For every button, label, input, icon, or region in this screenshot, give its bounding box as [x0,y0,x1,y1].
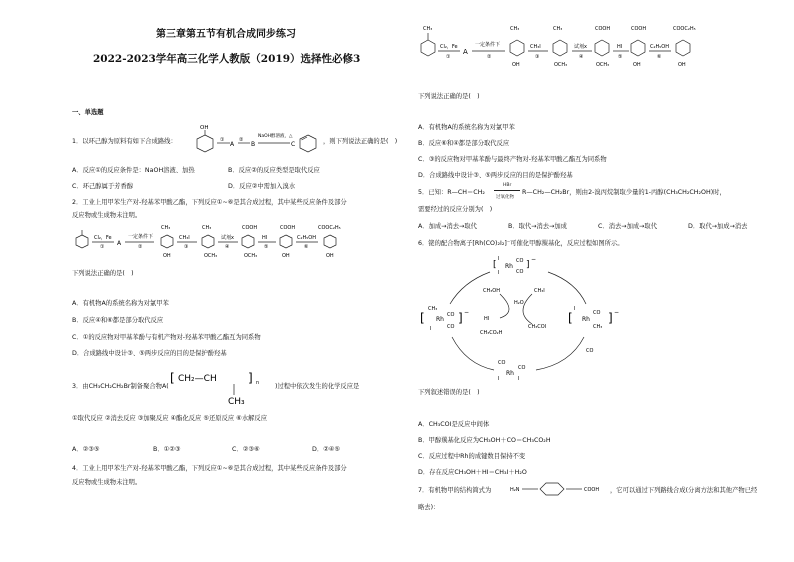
svg-text:③: ③ [535,54,540,60]
svg-text:A: A [463,48,468,56]
svg-text:⑤: ⑤ [618,54,623,60]
svg-text:COOH: COOH [280,225,296,231]
svg-text:①: ① [100,244,105,250]
svg-text:C₂H₅OH: C₂H₅OH [297,235,316,241]
q7-structure [510,479,620,499]
q4-stem-1: 4．工业上用甲苯生产对-羟基苯甲酸乙酯，下列反应①~⑥是其合成过程，其中某些反应条件及部分 [72,465,347,472]
q5-option-c[interactable]: C．消去→加成→取代 [598,223,658,230]
svg-text:CO: CO [516,258,524,264]
svg-text:CH₃: CH₃ [553,26,563,32]
q1-option-a[interactable]: A．反应①的反应条件是：NaOH溶液、加热 [72,167,195,174]
q6-option-c[interactable]: C．反应过程中Rh的成键数目保持不变 [418,453,526,460]
q3-option-b[interactable]: B．①②③ [153,446,181,453]
q3-polymer [170,369,270,409]
page-title: 第三章第五节有机合成同步练习 [156,29,296,40]
q4-stem-2: 反应物或生成物未注明。 [72,479,142,486]
q5-cond-top: HBr [503,183,512,188]
q4-option-d[interactable]: D．合成路线中设计③、⑤两步反应的目的是保护酚羟基 [418,172,573,179]
svg-text:CH₃I: CH₃I [530,44,541,50]
svg-text:I: I [498,376,500,382]
svg-text:CH₃: CH₃ [510,26,520,32]
svg-text:CH₃I: CH₃I [179,235,190,241]
q2-stem-2: 反应物或生成物未注明。 [72,212,142,219]
q3-polymer-top: CH₂—CH [178,374,217,384]
svg-text:Cl₂，Fe: Cl₂，Fe [440,44,458,50]
svg-text:[: [ [170,371,175,385]
q4-option-b[interactable]: B．反应⑥和④都是部分取代反应 [418,140,510,147]
svg-text:OCH₃: OCH₃ [554,62,568,68]
svg-text:OH: OH [326,253,334,259]
q2-option-b[interactable]: B．反应④和⑥都是部分取代反应 [72,317,164,324]
q1-option-b[interactable]: B．反应②的反应类型是取代反应 [228,167,320,174]
svg-text:OCH₃: OCH₃ [596,62,610,68]
svg-text:CO: CO [498,360,506,366]
svg-text:I: I [574,306,576,312]
q5-cond-bottom: 过氧化物 [496,195,514,200]
svg-text:一定条件下: 一定条件下 [475,42,501,48]
q1-oh-label: OH [200,125,209,131]
svg-text:HI: HI [262,235,268,241]
q1-stem-a: 1．以环己醇为原料有如下合成路线： [72,138,177,145]
svg-text:HI: HI [484,316,490,322]
q5-option-b[interactable]: B．取代→消去→加成 [508,223,567,230]
q1-step1: ① [220,137,225,143]
q6-stem: 6．铑的配合物离子[Rh(CO)₂I₂]⁻可催化甲醇羰基化，反应过程如图所示。 [418,240,624,247]
rh-complex-left [420,306,469,332]
q3-reactions: ①取代反应 ②消去反应 ③加聚反应 ④酯化反应 ⑤还原反应 ⑥水解反应 [72,415,268,422]
svg-text:Rh: Rh [505,263,513,270]
svg-text:CH₃: CH₃ [593,324,603,330]
q1-step2: ② [239,137,244,143]
svg-text:③: ③ [184,244,189,250]
q6-option-b[interactable]: B．甲醇羰基化反应为CH₃OH＋CO＝CH₃CO₂H [418,437,551,444]
svg-text:COOC₂H₅: COOC₂H₅ [318,225,341,231]
q1-option-c[interactable]: C．环己醇属于芳香醇 [72,183,134,190]
svg-text:Rh: Rh [506,370,514,377]
svg-text:COOH: COOH [631,26,647,32]
svg-text:CO: CO [516,269,524,275]
q3-polymer-sub: CH₃ [228,397,245,407]
q2-option-c[interactable]: C．①的反应物对甲基苯酚与有机产物对-羟基苯甲酸乙酯互为同系物 [72,334,261,341]
svg-text:A: A [117,240,122,247]
q1-B: B [251,141,256,148]
svg-text:②: ② [138,244,143,250]
q4-option-c[interactable]: C．③的反应物对甲基苯酚与最终产物对-羟基苯甲酸乙酯互为同系物 [418,156,607,163]
q3-option-d[interactable]: D．②④⑤ [312,446,341,453]
q1-option-d[interactable]: D．反应②中需加入溴水 [228,183,296,190]
cyclohexene-ring [300,135,316,152]
svg-text:OH: OH [282,253,290,259]
svg-text:OH: OH [163,253,171,259]
svg-text:CO: CO [593,310,601,316]
svg-text:OH: OH [633,62,641,68]
q1-reagent: NaOH醇溶液，△ [258,134,293,139]
rh-complex-bottom [498,360,525,382]
svg-text:CH₃OH: CH₃OH [483,288,500,294]
q7-stem-b: ，它可以通过下列路线合成(分离方法和其他产物已经 [610,487,758,494]
svg-text:−: − [614,309,620,316]
svg-text:OCH₃: OCH₃ [244,253,258,259]
q3-stem-a: 3．由CH₃CH₂CH₂Br制备聚合物A( [72,383,169,390]
q2-option-d[interactable]: D．合成路线中设计③、⑤两步反应的目的是保护酚羟基 [72,350,227,357]
q5-option-d[interactable]: D．取代→加成→消去 [688,223,748,230]
q7-stem-a: 7．有机物甲的结构简式为 [418,487,492,494]
q2-option-a[interactable]: A．有机物A的系统名称为对氯甲苯 [72,300,169,307]
svg-text:OH: OH [678,62,686,68]
q1-stem-b: ，则下列说法正确的是( ) [323,138,398,145]
cyclohexanol-ring [197,135,213,152]
q1-C: C [291,141,296,148]
svg-text:④: ④ [225,244,230,250]
q3-stem-b: )过程中依次发生的化学反应是 [275,383,360,390]
svg-text:COOC₂H₅: COOC₂H₅ [673,26,696,32]
svg-text:⑥: ⑥ [304,244,309,250]
section-heading: 一、单选题 [72,109,104,116]
svg-text:COOH: COOH [242,225,258,231]
svg-text:OH: OH [512,62,520,68]
q3-option-a[interactable]: A．②③⑤ [72,446,100,453]
q5-stem-2: R—CH₂—CH₂Br，则由2-溴丙烷制取少量的1-丙醇(CH₃CH₂CH₂OH)时， [522,189,726,196]
svg-text:④: ④ [579,54,584,60]
q3-option-c[interactable]: C．②③⑥ [232,446,260,453]
q2-scheme [72,221,392,269]
svg-text:CH₃CO₂H: CH₃CO₂H [480,330,503,336]
svg-text:]: ] [608,311,613,325]
svg-text:CO: CO [447,324,455,330]
svg-text:CH₃COI: CH₃COI [528,324,547,330]
svg-text:①: ① [446,54,451,60]
svg-text:HI: HI [617,44,623,50]
svg-text:CH₃: CH₃ [428,306,438,312]
q2-ask: 下列说法正确的是( ) [72,270,134,277]
rh-complex-top [493,256,536,276]
svg-text:]: ] [526,260,530,270]
svg-text:CO: CO [447,312,455,318]
page-subtitle: 2022-2023学年高三化学人教版（2019）选择性必修3 [93,53,361,65]
svg-text:I: I [518,376,520,382]
q4-ask: 下列说法正确的是( ) [418,93,480,100]
svg-text:⑥: ⑥ [657,54,662,60]
svg-text:COOH: COOH [595,26,611,32]
svg-text:②: ② [487,54,492,60]
q2-stem-1: 2．工业上用甲苯生产对-羟基苯甲酸乙酯，下列反应①~⑥是其合成过程，其中某些反应条件及部分 [72,199,347,206]
q2-reagent-2: 一定条件下 [128,234,154,240]
svg-text:CH₃: CH₃ [423,26,433,32]
svg-text:试剂x: 试剂x [221,235,234,241]
q6-catalytic-cycle [418,252,628,382]
q5-stem-1: 5．已知：R—CH＝CH₂ [418,189,485,196]
rh-complex-right [568,306,619,330]
svg-text:OCH₃: OCH₃ [204,253,218,259]
svg-text:CH₃: CH₃ [161,225,171,231]
q2-reagent-1: Cl₂，Fe [94,235,112,241]
svg-text:Rh: Rh [436,316,444,323]
svg-text:CH₃I: CH₃I [534,288,545,294]
svg-text:−: − [531,256,537,263]
svg-text:COOH: COOH [584,487,600,493]
benzene-ring [540,483,564,495]
svg-text:[: [ [493,260,497,270]
svg-text:CO: CO [518,365,526,371]
svg-text:H₂O: H₂O [514,300,524,306]
svg-text:Rh: Rh [582,316,590,323]
svg-text:试剂x: 试剂x [574,44,587,50]
svg-text:]: ] [248,371,253,385]
q5-arrow [494,190,520,191]
svg-text:I: I [430,326,432,332]
svg-text:[: [ [568,311,573,325]
q4-scheme [415,18,785,90]
q7-stem-c: 略去)： [418,504,440,511]
q1-A: A [230,141,235,148]
svg-text:H₂N: H₂N [510,487,520,493]
svg-text:I: I [498,256,500,262]
q6-ask: 下列叙述错误的是( ) [418,389,480,396]
svg-text:I: I [498,270,500,276]
svg-text:]: ] [458,311,463,325]
svg-text:⑤: ⑤ [264,244,269,250]
q6-option-a[interactable]: A．CH₃COI是反应中间体 [418,421,490,428]
q5-stem-3: 需要经过的反应分别为( ) [418,206,493,213]
svg-text:C₂H₅OH: C₂H₅OH [650,44,669,50]
svg-text:CH₃: CH₃ [202,225,212,231]
q5-option-a[interactable]: A．加成→消去→取代 [418,223,477,230]
svg-text:n: n [256,380,260,386]
q4-option-a[interactable]: A．有机物A的系统名称为对氯甲苯 [418,124,515,131]
q1-route-diagram [190,121,320,155]
svg-text:−: − [464,309,470,316]
svg-text:CO: CO [586,348,594,354]
q6-option-d[interactable]: D．存在反应CH₃OH＋HI＝CH₃I＋H₂O [418,469,527,476]
svg-text:[: [ [420,311,425,325]
